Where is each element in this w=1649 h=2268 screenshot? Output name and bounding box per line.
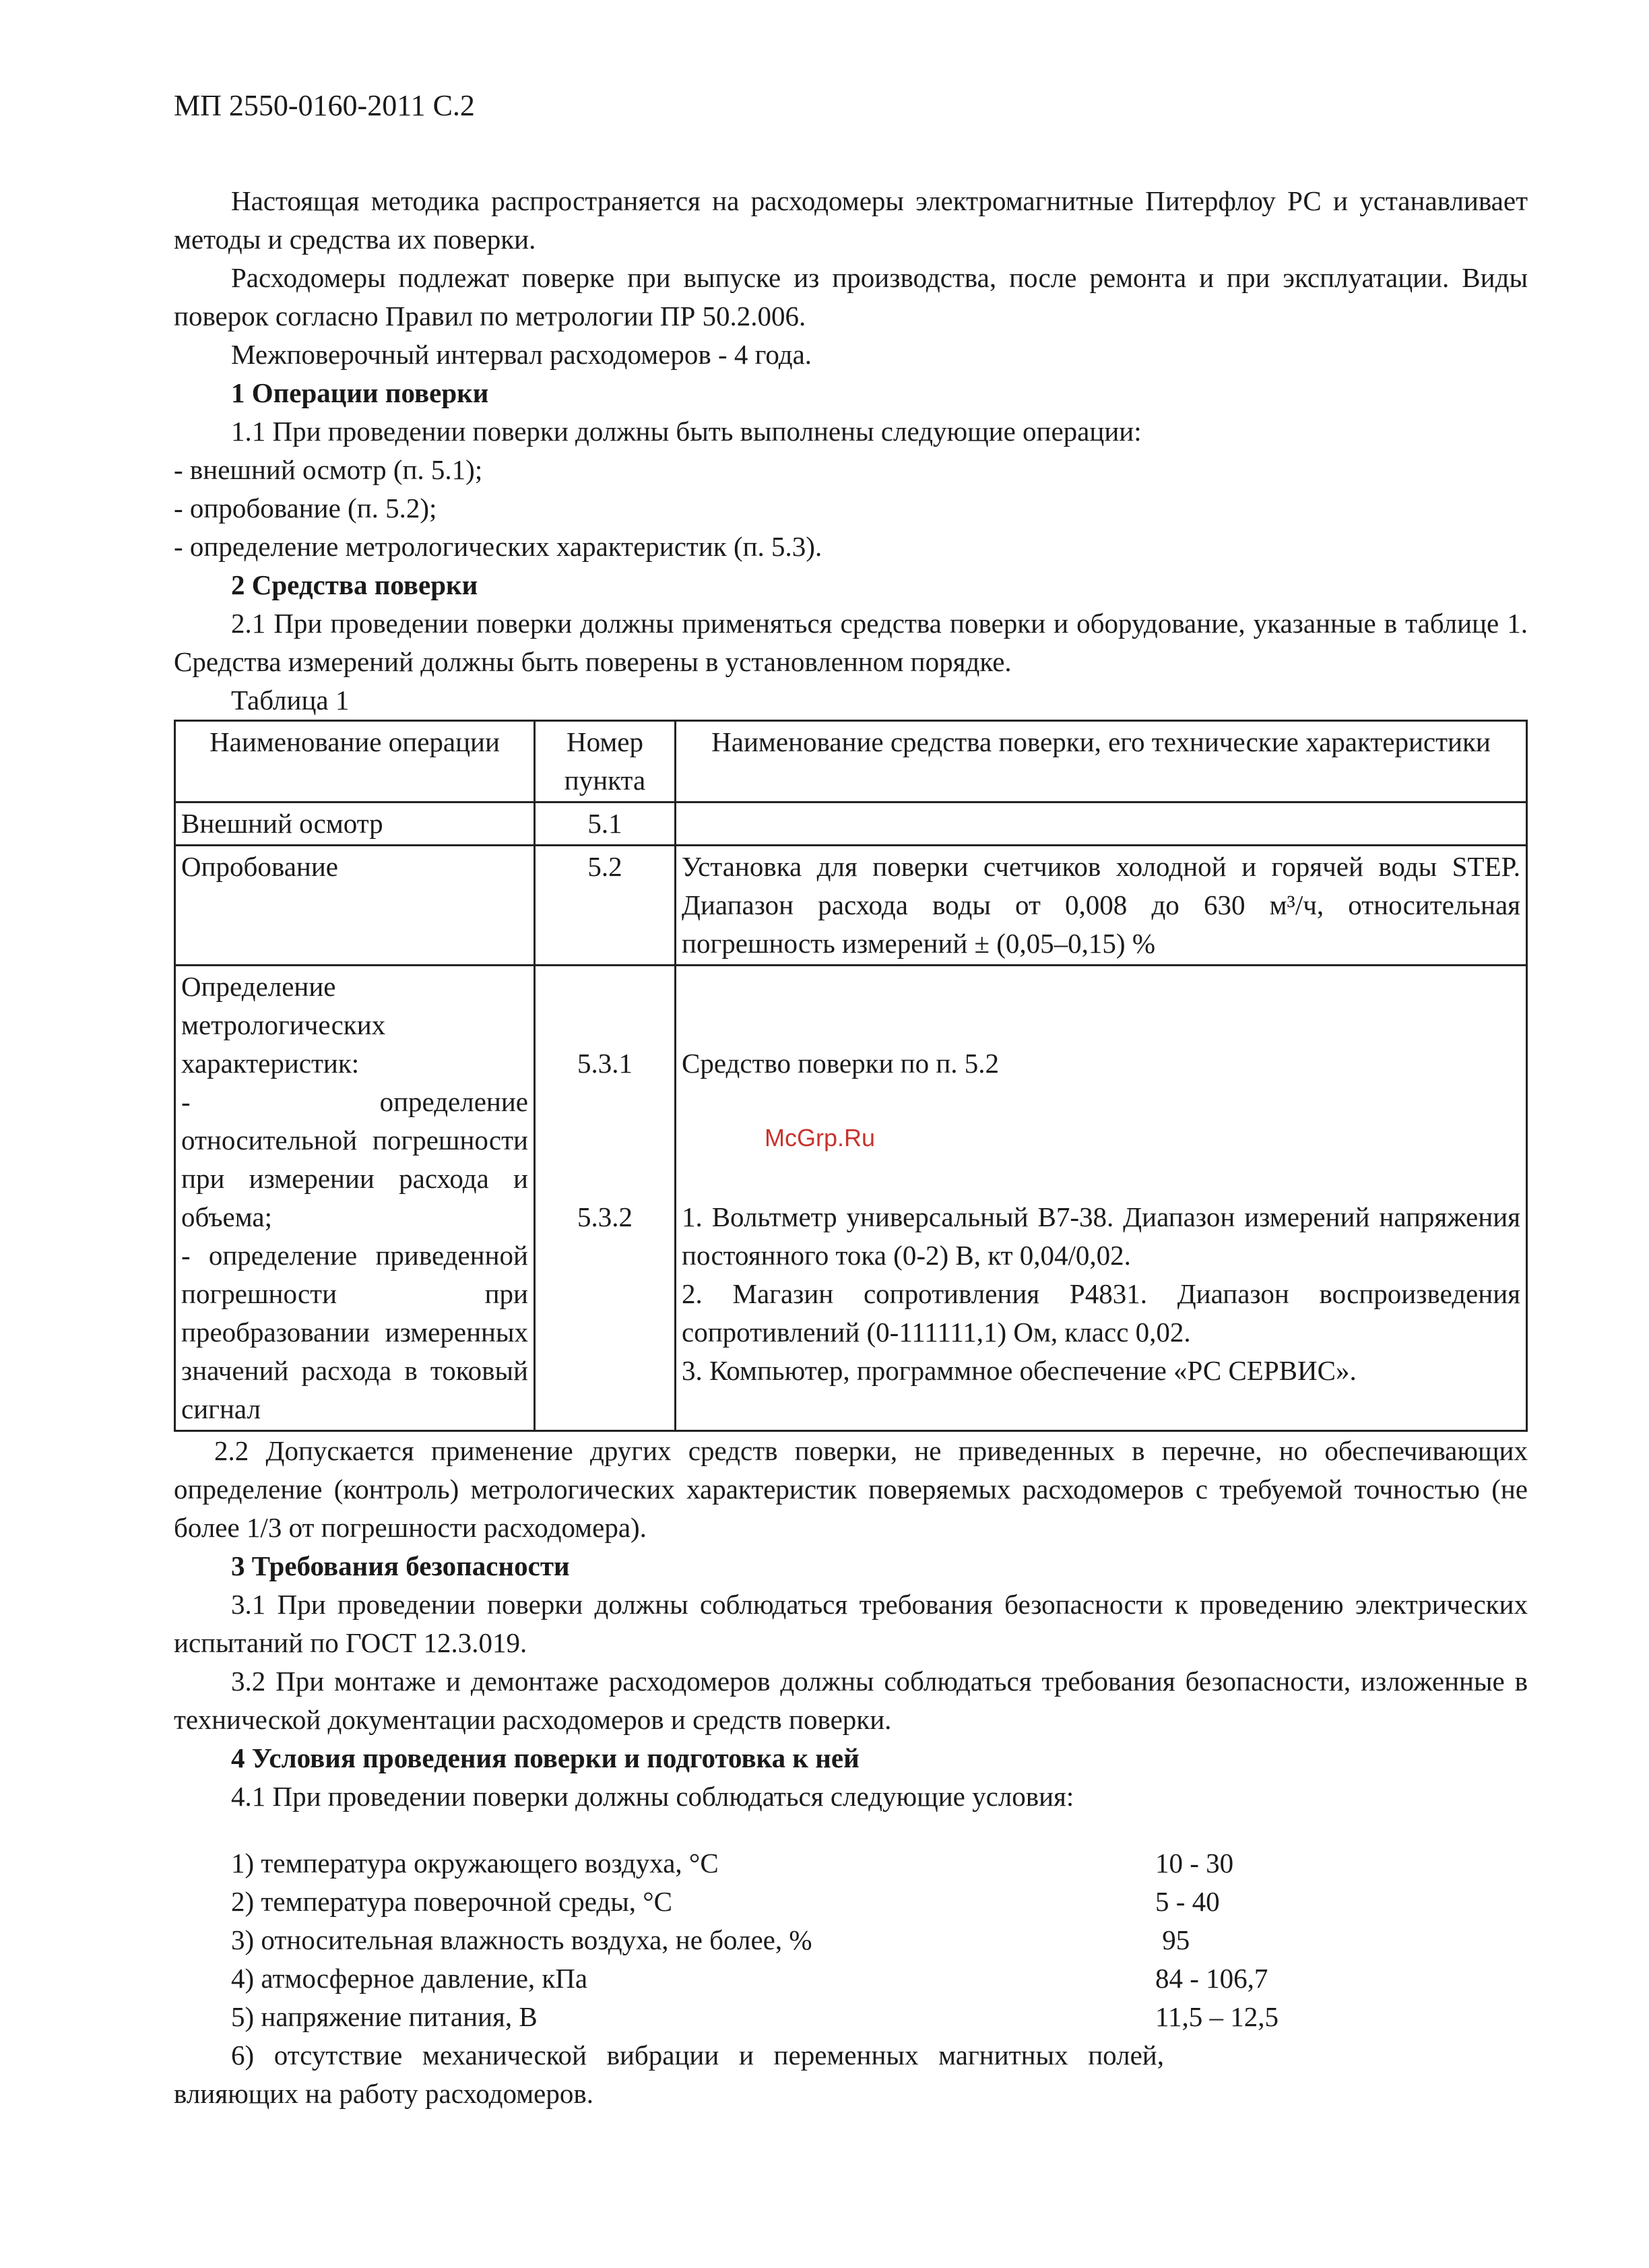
column-header-tools: Наименование средства поверки, его технические характеристики [676,721,1527,802]
cell-tool-line: 2. Магазин сопротивления Р4831. Диапазон воспроизведения сопротивлений (0-111111,1) Ом, класс 0,02. [682,1278,1520,1348]
condition-row [174,1998,1528,2036]
cell-tool [676,966,1527,1431]
column-header-item-number: Номер пункта [535,721,676,802]
cell-tool-value: Средство поверки по п. 5.2 [682,1048,1000,1079]
cell-number-value: 5.3.2 [577,1201,633,1232]
cell-operation: Опробование [175,846,535,966]
condition-value: 11,5 – 12,5 [1155,2001,1279,2032]
condition-row [174,1844,1528,1883]
section-2-note: 2.2 Допускается применение других средств поверки, не приведенных в перечне, но обеспечивающих определение (контроль) метрологических характеристик поверяемых расходомеров с требуемой точностью (не более 1/3 от погрешности расходомера). [174,1435,1528,1543]
cell-tool [676,802,1527,846]
section-1-title: 1 Операции поверки [231,377,489,408]
condition-value: 10 - 30 [1155,1848,1234,1879]
cell-operation-sub: - определение относительной погрешности при измерении расхода и объема; [181,1086,528,1232]
condition-value: 5 - 40 [1155,1886,1220,1917]
condition-value: 84 - 106,7 [1155,1963,1268,1994]
document-header: МП 2550-0160-2011 С.2 [174,89,475,122]
condition-value: 95 [1155,1924,1190,1955]
condition-row [174,1959,1528,1998]
cell-number: 5.2 [535,846,676,966]
cell-operation [175,966,535,1431]
cell-number [535,966,676,1431]
table-row [175,966,1527,1431]
intro-paragraph: Расходомеры подлежат поверке при выпуске из производства, после ремонта и при эксплуатации. Виды поверок согласно Правил по метрологии ПР 50.2.006. [174,262,1528,332]
cell-number-value: 5.3.1 [577,1048,633,1079]
condition-label: 3) относительная влажность воздуха, не более, % [231,1924,812,1955]
cell-operation-sub: - определение приведенной погрешности при преобразовании измеренных значений расхода в токовый сигнал [181,1240,528,1424]
condition-label: 1) температура окружающего воздуха, °С [231,1848,719,1879]
section-2-title: 2 Средства поверки [231,569,478,600]
condition-last: 6) отсутствие механической вибрации и переменных магнитных полей, влияющих на работу расходомеров. [174,2040,1164,2109]
list-item: - опробование (п. 5.2); [174,493,437,524]
table-header-row [175,721,1527,802]
cell-tool-line: 3. Компьютер, программное обеспечение «РС СЕРВИС». [682,1355,1357,1386]
cell-number: 5.1 [535,802,676,846]
table-row [175,802,1527,846]
condition-label: 5) напряжение питания, В [231,2001,538,2032]
table-caption: Таблица 1 [231,685,350,716]
section-3-paragraph: 3.2 При монтаже и демонтаже расходомеров должны соблюдаться требования безопасности, изложенные в технической документации расходомеров и средств поверки. [174,1666,1528,1735]
cell-tool-line: 1. Вольтметр универсальный В7-38. Диапазон измерений напряжения постоянного тока (0-2) В, кт 0,04/0,02. [682,1201,1520,1271]
cell-operation-heading: Определение метрологических характеристик: [181,971,386,1079]
cell-operation: Внешний осмотр [175,802,535,846]
list-item: - внешний осмотр (п. 5.1); [174,454,483,485]
section-3-title: 3 Требования безопасности [231,1550,570,1581]
section-4-title: 4 Условия проведения поверки и подготовка к ней [231,1742,860,1773]
section-1-lead: 1.1 При проведении поверки должны быть выполнены следующие операции: [231,416,1142,447]
condition-label: 2) температура поверочной среды, °С [231,1886,673,1917]
intro-paragraph: Настоящая методика распространяется на расходомеры электромагнитные Питерфлоу РС и устанавливает методы и средства их поверки. [174,185,1528,255]
condition-row [174,1883,1528,1921]
list-item: - определение метрологических характеристик (п. 5.3). [174,531,822,562]
section-3-paragraph: 3.1 При проведении поверки должны соблюдаться требования безопасности к проведению электрических испытаний по ГОСТ 12.3.019. [174,1589,1528,1658]
intro-paragraph: Межповерочный интервал расходомеров - 4 года. [231,339,812,370]
condition-row [174,1921,1528,1959]
watermark: McGrp.Ru [765,1124,876,1152]
verification-tools-table [174,720,1528,1432]
cell-tool: Установка для поверки счетчиков холодной и горячей воды STEP. Диапазон расхода воды от 0,008 до 630 м³/ч, относительная погрешность измерений ± (0,05–0,15) % [676,846,1527,966]
section-2-lead: 2.1 При проведении поверки должны применяться средства поверки и оборудование, указанные в таблице 1. Средства измерений должны быть поверены в установленном порядке. [174,608,1528,677]
condition-label: 4) атмосферное давление, кПа [231,1963,588,1994]
column-header-operation: Наименование операции [175,721,535,802]
section-4-lead: 4.1 При проведении поверки должны соблюдаться следующие условия: [231,1781,1074,1812]
table-row [175,846,1527,966]
